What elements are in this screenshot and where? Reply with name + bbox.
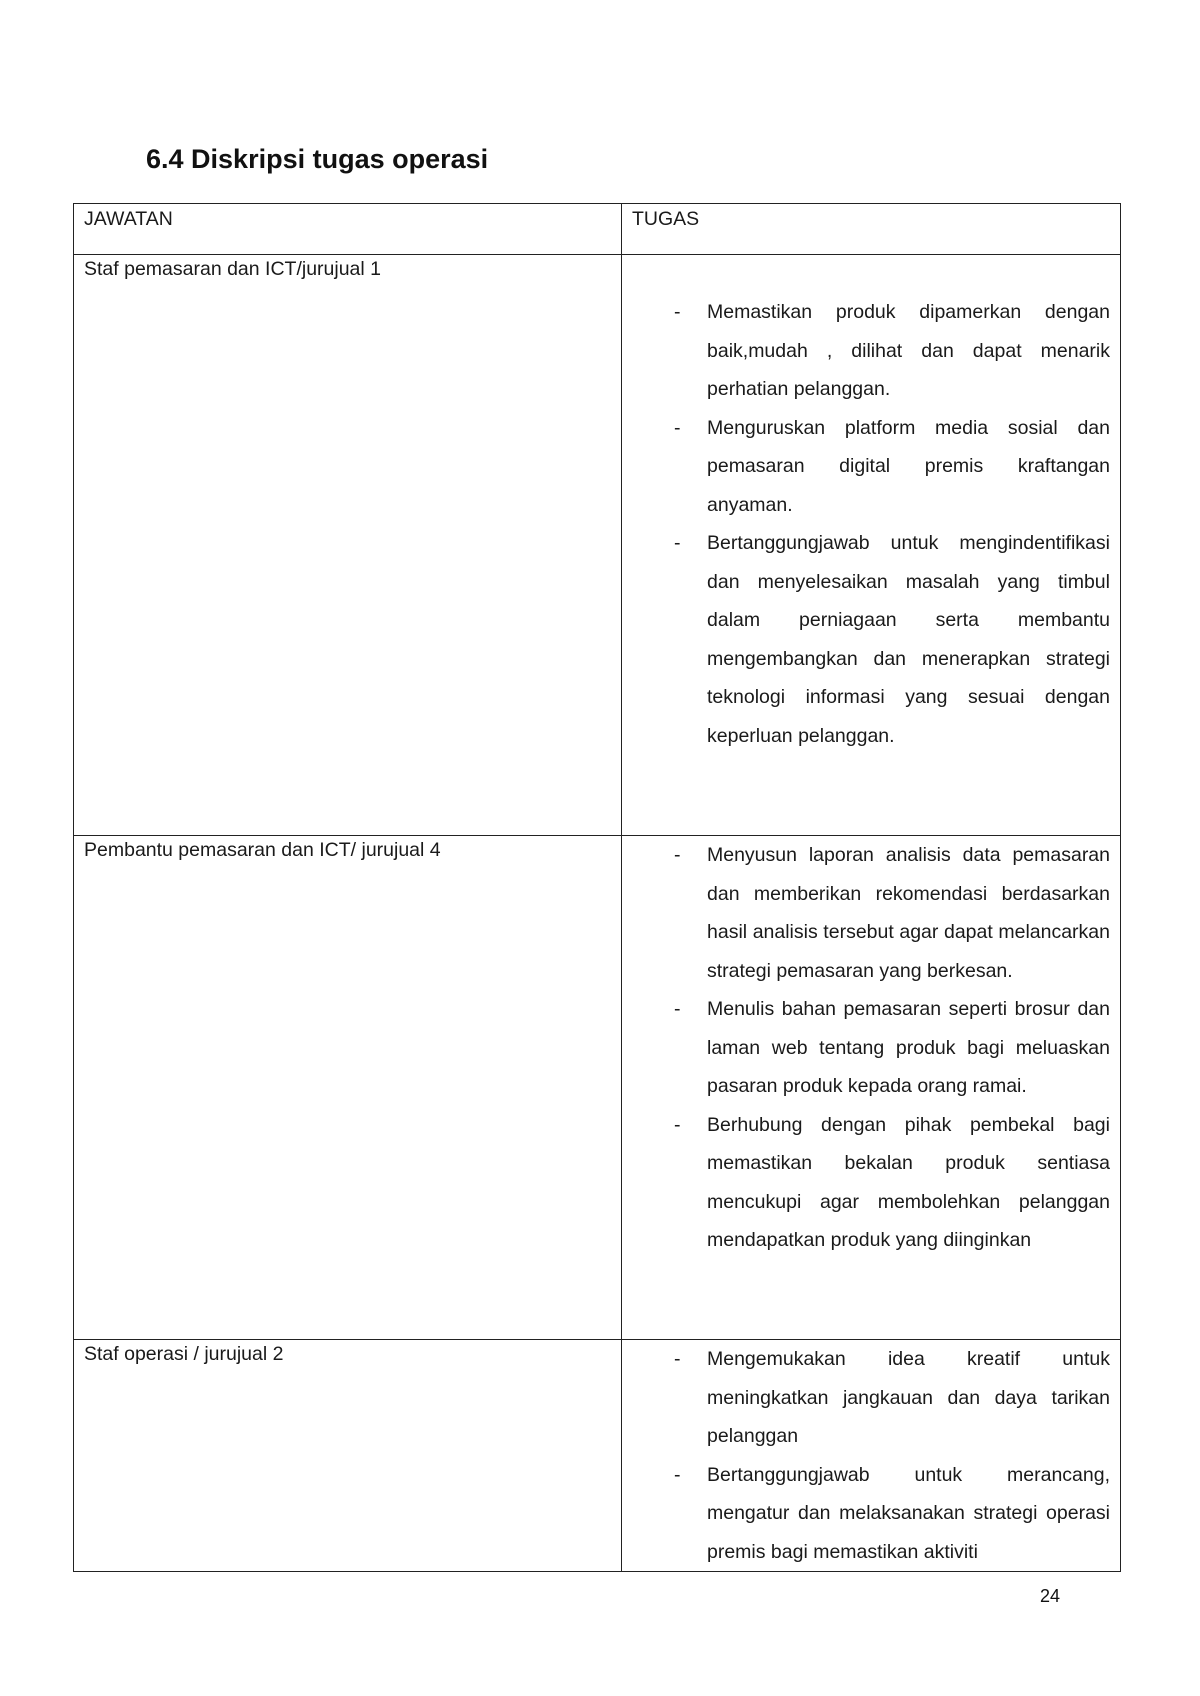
header-duties: TUGAS — [622, 204, 1121, 255]
page-number: 24 — [1040, 1586, 1061, 1606]
duty-item: - Menulis bahan pemasaran seperti brosur dan laman web tentang produk bagi meluaskan pasaran produk kepada orang ramai. — [674, 990, 1110, 1106]
duty-item: - Menyusun laporan analisis data pemasaran dan memberikan rekomendasi berdasarkan hasil analisis tersebut agar dapat melancarkan strategi pemasaran yang berkesan. — [674, 836, 1110, 990]
duty-item: - Mengemukakan idea kreatif untuk meningkatkan jangkauan dan daya tarikan pelanggan — [674, 1340, 1110, 1456]
duty-item: - Bertanggungjawab untuk merancang, mengatur dan melaksanakan strategi operasi premis bagi memastikan aktiviti — [674, 1456, 1110, 1572]
duty-list — [622, 836, 1110, 1260]
duties-cell — [622, 1340, 1121, 1572]
duty-list — [622, 1340, 1110, 1571]
table-header-row — [74, 204, 1121, 255]
position-cell: Staf operasi / jurujual 2 — [74, 1340, 622, 1572]
table-row — [74, 836, 1121, 1340]
table-row — [74, 1340, 1121, 1572]
duty-item: - Menguruskan platform media sosial dan pemasaran digital premis kraftangan anyaman. — [674, 409, 1110, 525]
duties-cell — [622, 255, 1121, 836]
position-cell: Staf pemasaran dan ICT/jurujual 1 — [74, 255, 622, 836]
duty-list — [622, 293, 1110, 755]
duty-item: - Berhubung dengan pihak pembekal bagi memastikan bekalan produk sentiasa mencukupi agar membolehkan pelanggan mendapatkan produk yang diinginkan — [674, 1106, 1110, 1260]
duties-table — [73, 203, 1121, 1572]
duties-cell — [622, 836, 1121, 1340]
table-row — [74, 255, 1121, 836]
duty-item: - Bertanggungjawab untuk mengindentifikasi dan menyelesaikan masalah yang timbul dalam perniagaan serta membantu mengembangkan dan menerapkan strategi teknologi informasi yang sesuai dengan keperluan pelanggan. — [674, 524, 1110, 755]
position-cell: Pembantu pemasaran dan ICT/ jurujual 4 — [74, 836, 622, 1340]
header-position: JAWATAN — [74, 204, 622, 255]
section-heading: 6.4 Diskripsi tugas operasi — [146, 144, 489, 174]
duty-item: - Memastikan produk dipamerkan dengan baik,mudah , dilihat dan dapat menarik perhatian pelanggan. — [674, 293, 1110, 409]
